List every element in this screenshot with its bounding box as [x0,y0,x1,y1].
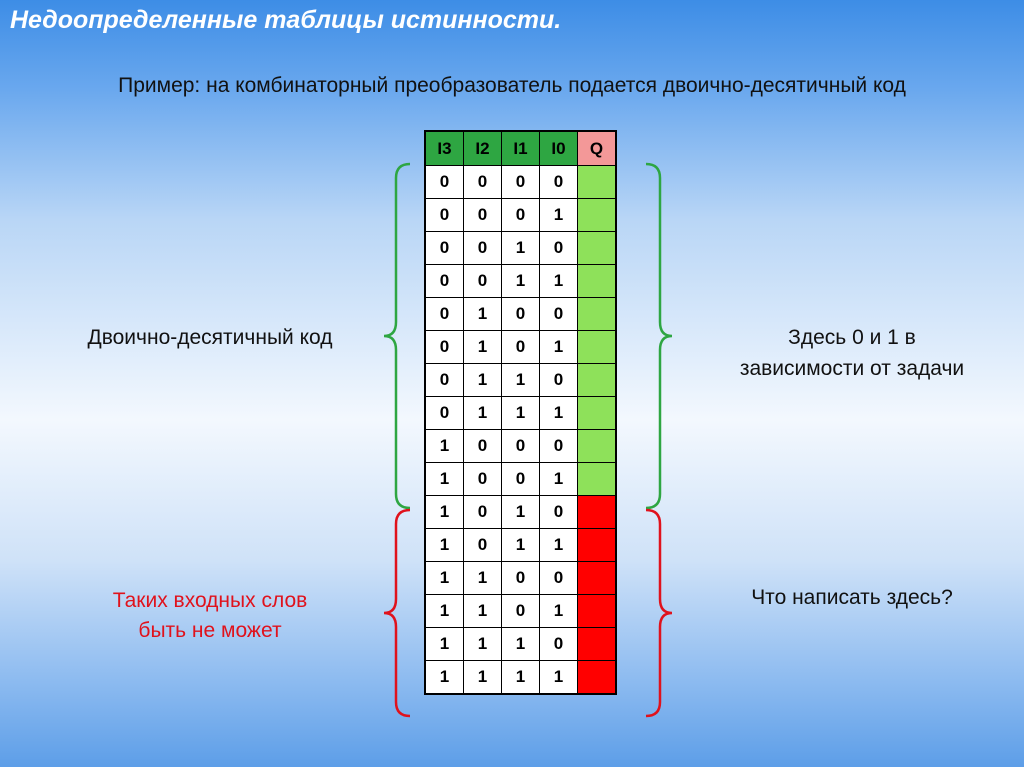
bit-cell: 1 [502,232,540,265]
slide-subtitle: Пример: на комбинаторный преобразователь подается двоично-десятичный код [118,74,906,97]
q-cell-invalid [578,496,617,529]
right-green-brace [640,162,676,510]
q-cell-invalid [578,628,617,661]
bit-cell: 1 [464,661,502,695]
bit-cell: 0 [464,199,502,232]
bit-cell: 0 [540,364,578,397]
bit-cell: 1 [425,661,464,695]
bcd-right-label [692,322,1012,384]
bit-cell: 0 [464,265,502,298]
table-row [425,199,616,232]
bit-cell: 0 [540,430,578,463]
bit-cell: 0 [540,166,578,199]
truth-table [424,130,617,695]
bit-cell: 0 [502,430,540,463]
bit-cell: 0 [425,298,464,331]
bit-cell: 1 [464,595,502,628]
bit-cell: 0 [502,331,540,364]
bit-cell: 0 [464,529,502,562]
table-row [425,430,616,463]
q-cell-valid [578,463,617,496]
table-row [425,661,616,695]
header-i1: I1 [502,131,540,166]
left-red-brace [380,508,416,718]
q-cell-valid [578,166,617,199]
left-green-brace [380,162,416,510]
bit-cell: 1 [464,364,502,397]
q-cell-invalid [578,529,617,562]
bit-cell: 1 [502,529,540,562]
q-cell-invalid [578,661,617,695]
table-row [425,265,616,298]
bit-cell: 1 [425,628,464,661]
table-row [425,364,616,397]
table-row [425,463,616,496]
header-q: Q [578,131,617,166]
bit-cell: 1 [540,529,578,562]
invalid-left-label [50,586,370,646]
bit-cell: 1 [464,562,502,595]
bit-cell: 0 [464,166,502,199]
bit-cell: 1 [540,595,578,628]
bit-cell: 0 [464,463,502,496]
bit-cell: 1 [425,529,464,562]
q-cell-valid [578,430,617,463]
bit-cell: 1 [464,331,502,364]
bit-cell: 0 [540,496,578,529]
header-i2: I2 [464,131,502,166]
bit-cell: 0 [502,199,540,232]
header-i3: I3 [425,131,464,166]
table-row [425,496,616,529]
bit-cell: 0 [540,628,578,661]
bit-cell: 1 [540,331,578,364]
q-cell-valid [578,265,617,298]
header-i0: I0 [540,131,578,166]
bit-cell: 0 [425,199,464,232]
bcd-left-label: Двоично-десятичный код [87,326,333,349]
table-row [425,529,616,562]
bit-cell: 0 [502,166,540,199]
table-row [425,397,616,430]
bit-cell: 1 [540,199,578,232]
bit-cell: 1 [425,496,464,529]
table-row [425,298,616,331]
table-row [425,562,616,595]
q-cell-valid [578,364,617,397]
bit-cell: 1 [425,463,464,496]
bit-cell: 0 [502,463,540,496]
bit-cell: 0 [540,298,578,331]
bit-cell: 1 [464,298,502,331]
bit-cell: 1 [540,463,578,496]
bit-cell: 1 [502,364,540,397]
table-row [425,331,616,364]
right-red-brace [640,508,676,718]
bit-cell: 0 [425,166,464,199]
q-cell-invalid [578,562,617,595]
bit-cell: 0 [540,232,578,265]
bit-cell: 1 [540,661,578,695]
table-row [425,166,616,199]
bit-cell: 1 [540,397,578,430]
table-row [425,628,616,661]
q-cell-valid [578,199,617,232]
bit-cell: 1 [540,265,578,298]
bit-cell: 1 [425,430,464,463]
table-header-row [425,131,616,166]
bit-cell: 0 [464,430,502,463]
bcd-right-line-1: Здесь 0 и 1 в [788,326,916,349]
invalid-left-line-2: быть не может [138,619,282,642]
bit-cell: 1 [425,595,464,628]
bit-cell: 0 [425,331,464,364]
bit-cell: 1 [502,628,540,661]
bit-cell: 0 [502,595,540,628]
q-cell-valid [578,397,617,430]
bit-cell: 0 [464,232,502,265]
bit-cell: 1 [464,397,502,430]
invalid-right-label: Что написать здесь? [751,586,953,609]
table-row [425,232,616,265]
q-cell-valid [578,232,617,265]
q-cell-invalid [578,595,617,628]
bit-cell: 0 [502,562,540,595]
bit-cell: 1 [464,628,502,661]
bit-cell: 0 [502,298,540,331]
bit-cell: 0 [425,397,464,430]
q-cell-valid [578,331,617,364]
bit-cell: 0 [540,562,578,595]
bit-cell: 0 [464,496,502,529]
table-row [425,595,616,628]
q-cell-valid [578,298,617,331]
bit-cell: 1 [502,661,540,695]
bit-cell: 1 [502,265,540,298]
bit-cell: 0 [425,265,464,298]
invalid-left-line-1: Таких входных слов [112,589,308,612]
bit-cell: 1 [502,496,540,529]
bit-cell: 1 [425,562,464,595]
bit-cell: 0 [425,232,464,265]
bit-cell: 0 [425,364,464,397]
bcd-right-line-2: зависимости от задачи [739,357,965,380]
truth-table-body [425,166,616,695]
bit-cell: 1 [502,397,540,430]
slide-title: Недоопределенные таблицы истинности. [10,6,562,34]
